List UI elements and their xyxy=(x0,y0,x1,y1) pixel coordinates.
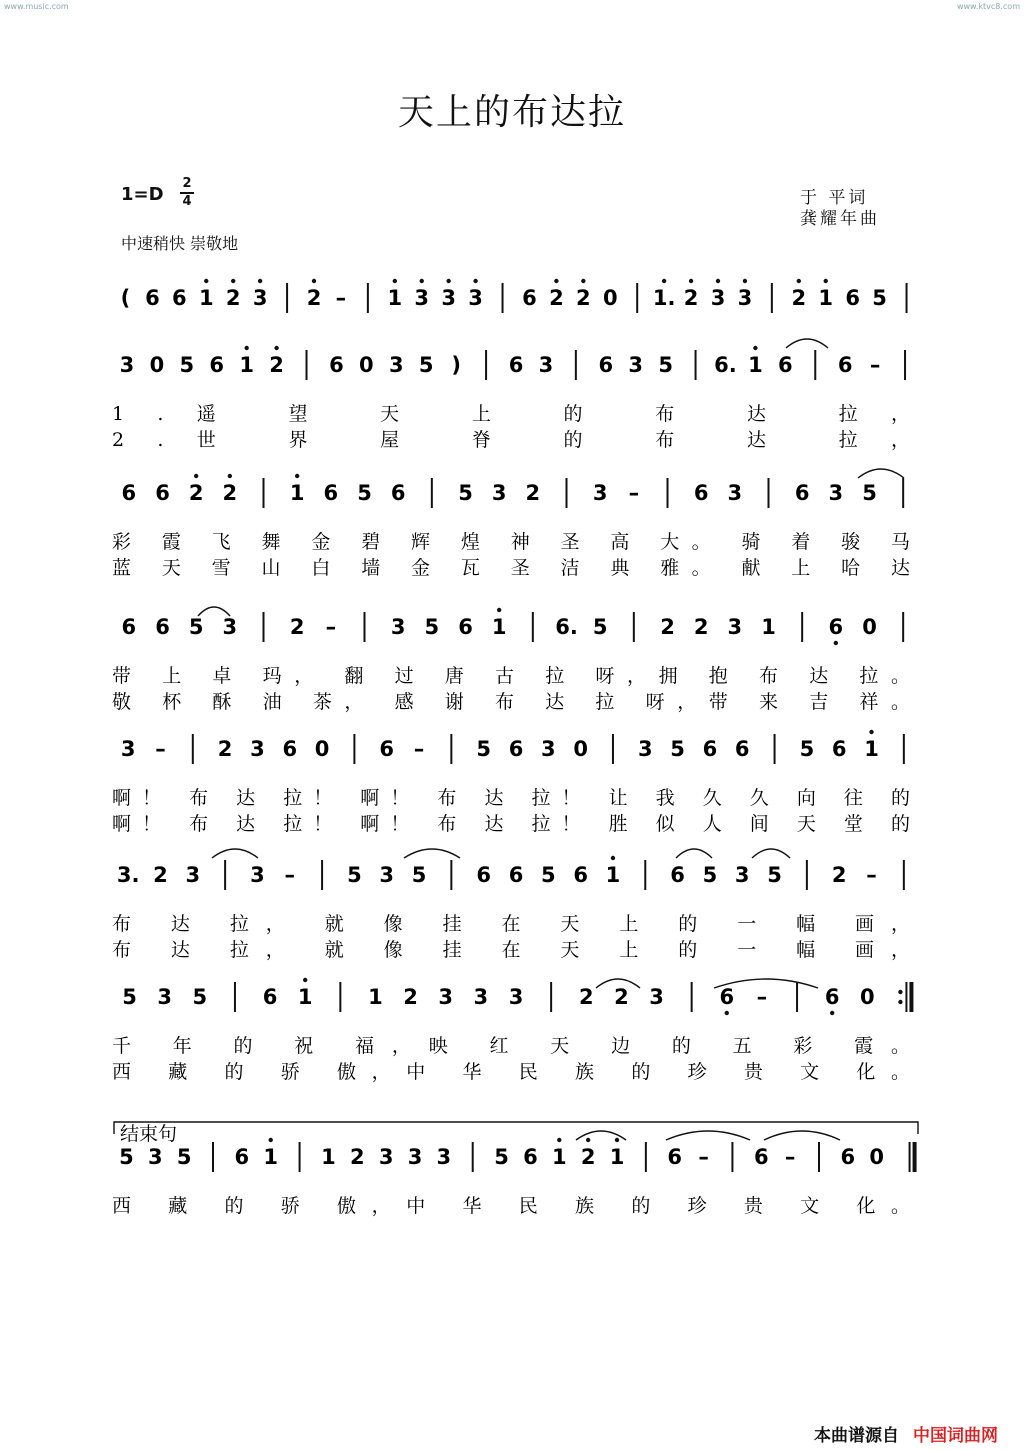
note: 3 xyxy=(407,1145,423,1169)
note: 2 xyxy=(222,481,238,505)
note: – xyxy=(784,1145,796,1169)
note: 5 xyxy=(424,615,440,639)
note: 5 xyxy=(122,985,137,1009)
note: 3 xyxy=(147,1145,163,1169)
note: 2 xyxy=(403,985,418,1009)
note: 3 xyxy=(120,737,136,761)
note: 3 xyxy=(828,481,844,505)
low-octave-dot xyxy=(834,641,838,645)
note: 5 xyxy=(541,863,556,887)
high-octave-dot xyxy=(869,730,873,734)
note: 1 xyxy=(297,985,313,1009)
lyricist-credit: 于 平词 xyxy=(800,188,869,208)
note: 3 xyxy=(119,353,135,377)
note: 6 xyxy=(329,353,344,377)
note: 3 xyxy=(592,481,608,505)
high-octave-dot xyxy=(473,279,477,283)
note: 0 xyxy=(314,737,330,761)
note: 6 xyxy=(734,737,750,761)
note: 5 xyxy=(799,737,815,761)
high-octave-dot xyxy=(662,279,666,283)
note: 1 xyxy=(491,615,507,639)
note: 1 xyxy=(761,615,776,639)
note: 2 xyxy=(525,481,541,505)
note: 6 xyxy=(840,1145,856,1169)
note: 1 xyxy=(198,286,214,310)
note: 5 xyxy=(357,481,372,505)
note: 6 xyxy=(121,481,137,505)
note: – xyxy=(756,985,768,1009)
lyric-line-2: 蓝 天 雪 山 白 墙 金 瓦 圣 洁 典 雅。 献 上 哈 达 xyxy=(112,557,910,579)
slur xyxy=(786,339,828,348)
note: – xyxy=(335,286,347,310)
lyric-line-1: 带 上 卓 玛， 翻 过 唐 古 拉 呀，拥 抱 布 达 拉。 xyxy=(112,665,910,687)
note: 2 xyxy=(289,615,305,639)
note: 6 xyxy=(702,737,718,761)
note: 3 xyxy=(737,286,753,310)
meter-bottom: 4 xyxy=(182,194,192,209)
note: 6 xyxy=(573,863,588,887)
note: 5 xyxy=(458,481,473,505)
high-octave-dot xyxy=(586,1138,590,1142)
high-octave-dot xyxy=(228,474,232,478)
note: 1 xyxy=(609,1145,625,1169)
note: ) xyxy=(451,353,461,377)
high-octave-dot xyxy=(743,279,747,283)
note: 5 xyxy=(119,1145,134,1169)
note: 6 xyxy=(234,1145,250,1169)
note: 5 xyxy=(476,737,491,761)
note: 5 xyxy=(872,286,887,310)
high-octave-dot xyxy=(258,279,262,283)
note: 3 xyxy=(441,286,456,310)
note: 3. xyxy=(116,863,140,887)
meter-top: 2 xyxy=(182,176,192,191)
note: 6 xyxy=(598,353,614,377)
note: 6 xyxy=(458,615,473,639)
note: 2 xyxy=(580,1145,596,1169)
note: 0 xyxy=(602,286,618,310)
high-octave-dot xyxy=(554,279,558,283)
high-octave-dot xyxy=(581,279,585,283)
lyric-line-1: 1.遥 望 天 上 的 布 达 拉， xyxy=(112,403,911,425)
note: 2 xyxy=(225,286,241,310)
note: 1 xyxy=(321,1145,336,1169)
note: 0 xyxy=(149,353,165,377)
note: 3 xyxy=(628,353,644,377)
note: 2 xyxy=(349,1145,365,1169)
note: 3 xyxy=(222,615,238,639)
lyric-line-2: 西 藏 的 骄 傲，中 华 民 族 的 珍 贵 文 化。 xyxy=(112,1061,911,1083)
note: 6 xyxy=(508,863,524,887)
tempo-marking: 中速稍快 崇敬地 xyxy=(121,234,239,253)
note: 6 xyxy=(145,286,160,310)
note: 6 xyxy=(209,353,225,377)
note: 3 xyxy=(473,985,489,1009)
high-octave-dot xyxy=(753,346,757,350)
lyric-line-1: 布 达 拉， 就 像 挂 在 天 上 的 一 幅 画， xyxy=(112,913,910,935)
note: 2 xyxy=(578,985,594,1009)
note: 2 xyxy=(576,286,591,310)
note: 5 xyxy=(658,353,673,377)
note: 5 xyxy=(176,1145,192,1169)
high-octave-dot xyxy=(611,856,615,860)
note: 1 xyxy=(818,286,834,310)
note: 0 xyxy=(573,737,588,761)
note: 6 xyxy=(508,353,524,377)
note: 3 xyxy=(250,737,265,761)
note: 6 xyxy=(390,481,406,505)
note: 2 xyxy=(614,985,629,1009)
note: – xyxy=(413,737,425,761)
note: ( xyxy=(120,286,131,310)
note: 3 xyxy=(710,286,726,310)
note: 3 xyxy=(390,615,406,639)
note: – xyxy=(628,481,640,505)
high-octave-dot xyxy=(557,1138,561,1142)
key-signature: 1=D xyxy=(121,184,164,205)
note: 3 xyxy=(157,985,173,1009)
note: 3 xyxy=(538,353,554,377)
note: 6 xyxy=(828,615,844,639)
high-octave-dot xyxy=(446,279,450,283)
note: 6 xyxy=(667,1145,683,1169)
note: 1 xyxy=(387,286,403,310)
note: 6 xyxy=(379,737,395,761)
note: 6 xyxy=(121,615,137,639)
note: 5 xyxy=(192,985,208,1009)
note: 6 xyxy=(282,737,298,761)
repeat-dot xyxy=(898,990,902,994)
note: 2 xyxy=(831,863,847,887)
note: 5 xyxy=(670,737,685,761)
note: – xyxy=(866,863,877,887)
high-octave-dot xyxy=(269,1138,273,1142)
note: 5 xyxy=(494,1145,509,1169)
note: 1 xyxy=(748,353,763,377)
note: 1 xyxy=(551,1145,567,1169)
note: 6 xyxy=(831,737,847,761)
note: 1 xyxy=(864,737,879,761)
footer-source: 本曲谱源自 xyxy=(814,1426,899,1446)
footer-brand: 中国词曲网 xyxy=(913,1426,998,1446)
note: 5 xyxy=(411,863,427,887)
note: 2 xyxy=(269,353,284,377)
note: 3 xyxy=(436,1145,452,1169)
note: 6 xyxy=(719,985,735,1009)
note: 6 xyxy=(508,737,524,761)
note: 1. xyxy=(652,286,676,310)
composer-credit: 龚耀年曲 xyxy=(800,209,880,229)
high-octave-dot xyxy=(797,279,801,283)
note: – xyxy=(284,863,296,887)
note: 6 xyxy=(753,1145,769,1169)
note: 5 xyxy=(862,481,877,505)
note: 3 xyxy=(252,286,268,310)
high-octave-dot xyxy=(716,279,720,283)
high-octave-dot xyxy=(295,474,299,478)
note: 1 xyxy=(263,1145,279,1169)
note: 6 xyxy=(155,615,170,639)
note: 2 xyxy=(683,286,699,310)
high-octave-dot xyxy=(420,279,424,283)
note: 2 xyxy=(153,863,168,887)
lyric-line-1: 千 年 的 祝 福，映 红 天 边 的 五 彩 霞。 xyxy=(112,1035,911,1057)
lyric-line-1: 西 藏 的 骄 傲，中 华 民 族 的 珍 贵 文 化。 xyxy=(112,1195,911,1217)
low-octave-dot xyxy=(725,1011,729,1015)
note: – xyxy=(698,1145,709,1169)
high-octave-dot xyxy=(615,1138,619,1142)
note: 6. xyxy=(714,353,737,377)
note: 5 xyxy=(767,863,782,887)
song-title: 天上的布达拉 xyxy=(397,92,626,133)
high-octave-dot xyxy=(244,346,248,350)
note: 5 xyxy=(702,863,718,887)
ending-bracket xyxy=(114,1122,918,1134)
slur xyxy=(212,849,258,858)
note: 3 xyxy=(185,863,201,887)
note: – xyxy=(325,615,337,639)
high-octave-dot xyxy=(303,978,307,982)
footer-credit xyxy=(814,1421,998,1446)
note: 6 xyxy=(845,286,860,310)
note: 6 xyxy=(794,481,810,505)
note: 5 xyxy=(179,353,195,377)
high-octave-dot xyxy=(231,279,235,283)
note: 6 xyxy=(837,353,853,377)
slur xyxy=(764,1131,840,1140)
note: 3 xyxy=(734,863,750,887)
high-octave-dot xyxy=(194,474,198,478)
note: 6 xyxy=(323,481,339,505)
note: 3 xyxy=(414,286,430,310)
note: 3 xyxy=(637,737,653,761)
repeat-dot xyxy=(898,1000,902,1004)
note: 3 xyxy=(508,985,524,1009)
note: 3 xyxy=(378,1145,394,1169)
high-octave-dot xyxy=(312,279,316,283)
low-octave-dot xyxy=(830,1011,834,1015)
lyric-line-1: 啊！ 布 达 拉！ 啊！ 布 达 拉！ 让 我 久 久 向 往 的 xyxy=(112,787,910,809)
note: 1 xyxy=(289,481,305,505)
high-octave-dot xyxy=(689,279,693,283)
note: 3 xyxy=(541,737,556,761)
note: 5 xyxy=(418,353,434,377)
note: 6 xyxy=(155,481,170,505)
lyric-line-2: 2.世 界 屋 脊 的 布 达 拉， xyxy=(112,429,911,451)
note: 1 xyxy=(605,863,621,887)
slur xyxy=(666,1131,750,1140)
note: 2 xyxy=(791,286,807,310)
lyric-line-2: 布 达 拉， 就 像 挂 在 天 上 的 一 幅 画， xyxy=(112,939,910,961)
slur xyxy=(858,469,904,478)
note: 6 xyxy=(778,353,793,377)
ending-label: 结束句 xyxy=(120,1123,178,1145)
note: 6 xyxy=(262,985,278,1009)
note: 6. xyxy=(555,615,578,639)
note: 5 xyxy=(592,615,608,639)
note: 3 xyxy=(491,481,507,505)
note: 3 xyxy=(649,985,664,1009)
high-octave-dot xyxy=(497,608,501,612)
header-url-right: www.ktvc8.com xyxy=(956,2,1020,11)
high-octave-dot xyxy=(204,279,208,283)
note: 0 xyxy=(359,353,374,377)
slur xyxy=(404,849,460,858)
note: 6 xyxy=(824,985,840,1009)
note: 6 xyxy=(670,863,685,887)
note: 6 xyxy=(693,481,709,505)
note: 2 xyxy=(660,615,675,639)
note: 0 xyxy=(869,1145,885,1169)
lyric-line-2: 敬 杯 酥 油 茶， 感 谢 布 达 拉 呀，带 来 吉 祥。 xyxy=(112,691,910,713)
note: 3 xyxy=(379,863,395,887)
note: 6 xyxy=(523,1145,538,1169)
note: 3 xyxy=(438,985,454,1009)
lyric-line-2: 啊！ 布 达 拉！ 啊！ 布 达 拉！ 胜 似 人 间 天 堂 的 xyxy=(112,813,910,835)
note: 0 xyxy=(859,985,875,1009)
high-octave-dot xyxy=(824,279,828,283)
note: 1 xyxy=(368,985,383,1009)
note: 2 xyxy=(693,615,709,639)
note: – xyxy=(869,353,881,377)
note: 2 xyxy=(217,737,233,761)
high-octave-dot xyxy=(274,346,278,350)
note: 0 xyxy=(862,615,877,639)
note: 2 xyxy=(188,481,204,505)
note: 6 xyxy=(476,863,491,887)
note: 6 xyxy=(172,286,187,310)
slur xyxy=(676,849,712,858)
note: 3 xyxy=(727,481,743,505)
header-url-left: www.music.com xyxy=(4,2,69,11)
note: 2 xyxy=(306,286,322,310)
note: 3 xyxy=(727,615,743,639)
note: 5 xyxy=(347,863,362,887)
note: 3 xyxy=(388,353,404,377)
note: 6 xyxy=(522,286,537,310)
note: 2 xyxy=(549,286,564,310)
lyric-line-1: 彩 霞 飞 舞 金 碧 辉 煌 神 圣 高 大。 骑 着 骏 马 xyxy=(112,531,910,553)
slur xyxy=(752,849,790,858)
note: – xyxy=(155,737,166,761)
note: 3 xyxy=(250,863,265,887)
note: 3 xyxy=(468,286,483,310)
high-octave-dot xyxy=(393,279,397,283)
note: 5 xyxy=(188,615,204,639)
note: 1 xyxy=(239,353,254,377)
